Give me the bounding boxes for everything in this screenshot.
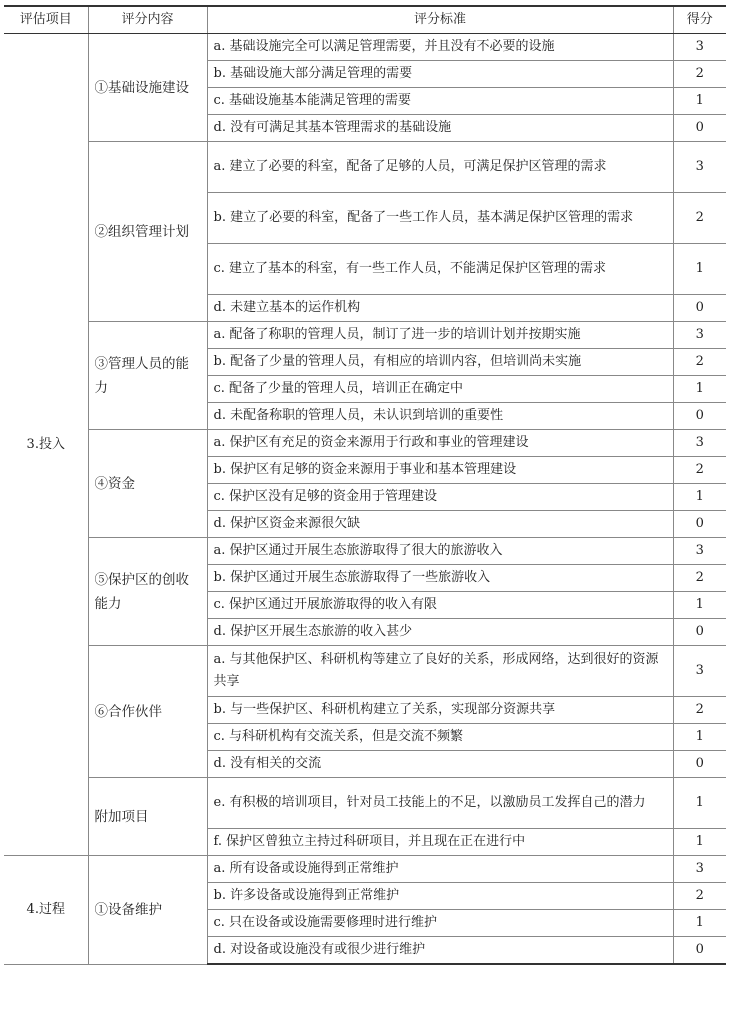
- criterion-text: b. 建立了必要的科室，配备了一些工作人员，基本满足保护区管理的需求: [207, 193, 673, 244]
- header-row: [4, 6, 726, 34]
- score-value: 2: [673, 193, 726, 244]
- score-value: 3: [673, 430, 726, 457]
- score-value: 1: [673, 484, 726, 511]
- criterion-text: e. 有积极的培训项目，针对员工技能上的不足，以激励员工发挥自己的潜力: [207, 778, 673, 829]
- criterion-text: c. 建立了基本的科室，有一些工作人员，不能满足保护区管理的需求: [207, 244, 673, 295]
- criterion-text: b. 基础设施大部分满足管理的需要: [207, 61, 673, 88]
- criterion-text: a. 保护区有充足的资金来源用于行政和事业的管理建设: [207, 430, 673, 457]
- criterion-text: b. 保护区有足够的资金来源用于事业和基本管理建设: [207, 457, 673, 484]
- criterion-text: a. 所有设备或设施得到正常维护: [207, 856, 673, 883]
- score-value: 1: [673, 592, 726, 619]
- score-value: 1: [673, 724, 726, 751]
- score-value: 2: [673, 349, 726, 376]
- table-row: [4, 322, 726, 349]
- criterion-text: d. 未建立基本的运作机构: [207, 295, 673, 322]
- item-label: ④资金: [88, 430, 207, 538]
- scoring-table: [4, 5, 726, 965]
- criterion-text: a. 基础设施完全可以满足管理需要，并且没有不必要的设施: [207, 34, 673, 61]
- header-criteria: 评分标准: [207, 6, 673, 34]
- score-value: 2: [673, 565, 726, 592]
- criterion-text: d. 没有相关的交流: [207, 751, 673, 778]
- criterion-text: a. 配备了称职的管理人员，制订了进一步的培训计划并按期实施: [207, 322, 673, 349]
- table-row: [4, 856, 726, 883]
- criterion-text: d. 没有可满足其基本管理需求的基础设施: [207, 115, 673, 142]
- score-value: 2: [673, 61, 726, 88]
- criterion-text: c. 配备了少量的管理人员，培训正在确定中: [207, 376, 673, 403]
- item-label: ⑤保护区的创收能力: [88, 538, 207, 646]
- score-value: 1: [673, 910, 726, 937]
- score-value: 2: [673, 883, 726, 910]
- score-value: 0: [673, 751, 726, 778]
- criterion-text: c. 保护区通过开展旅游取得的收入有限: [207, 592, 673, 619]
- table-row: [4, 778, 726, 829]
- item-label: ①设备维护: [88, 856, 207, 965]
- score-value: 0: [673, 115, 726, 142]
- score-value: 3: [673, 34, 726, 61]
- criterion-text: c. 与科研机构有交流关系，但是交流不频繁: [207, 724, 673, 751]
- score-value: 1: [673, 244, 726, 295]
- item-label: ③管理人员的能力: [88, 322, 207, 430]
- score-value: 3: [673, 646, 726, 697]
- criterion-text: c. 只在设备或设施需要修理时进行维护: [207, 910, 673, 937]
- score-value: 2: [673, 457, 726, 484]
- criterion-text: d. 保护区资金来源很欠缺: [207, 511, 673, 538]
- item-label: 附加项目: [88, 778, 207, 856]
- score-value: 3: [673, 856, 726, 883]
- score-value: 1: [673, 376, 726, 403]
- score-value: 0: [673, 619, 726, 646]
- criterion-text: a. 保护区通过开展生态旅游取得了很大的旅游收入: [207, 538, 673, 565]
- stage-label: 3.投入: [4, 34, 88, 856]
- table-row: [4, 430, 726, 457]
- score-value: 0: [673, 295, 726, 322]
- criterion-text: c. 基础设施基本能满足管理的需要: [207, 88, 673, 115]
- item-label: ①基础设施建设: [88, 34, 207, 142]
- criterion-text: a. 与其他保护区、科研机构等建立了良好的关系，形成网络，达到很好的资源共享: [207, 646, 673, 697]
- criterion-text: b. 与一些保护区、科研机构建立了关系，实现部分资源共享: [207, 697, 673, 724]
- score-value: 1: [673, 778, 726, 829]
- score-value: 1: [673, 88, 726, 115]
- score-value: 2: [673, 697, 726, 724]
- score-value: 1: [673, 829, 726, 856]
- table-row: [4, 142, 726, 193]
- criterion-text: b. 保护区通过开展生态旅游取得了一些旅游收入: [207, 565, 673, 592]
- criterion-text: b. 配备了少量的管理人员，有相应的培训内容，但培训尚未实施: [207, 349, 673, 376]
- criterion-text: f. 保护区曾独立主持过科研项目，并且现在正在进行中: [207, 829, 673, 856]
- table-row: [4, 538, 726, 565]
- header-stage: 评估项目: [4, 6, 88, 34]
- score-value: 0: [673, 937, 726, 965]
- header-score: 得分: [673, 6, 726, 34]
- criterion-text: d. 对设备或设施没有或很少进行维护: [207, 937, 673, 965]
- criterion-text: d. 保护区开展生态旅游的收入甚少: [207, 619, 673, 646]
- score-value: 3: [673, 142, 726, 193]
- criterion-text: b. 许多设备或设施得到正常维护: [207, 883, 673, 910]
- stage-label: 4.过程: [4, 856, 88, 965]
- score-value: 3: [673, 322, 726, 349]
- table-row: [4, 34, 726, 61]
- criterion-text: a. 建立了必要的科室，配备了足够的人员，可满足保护区管理的需求: [207, 142, 673, 193]
- item-label: ②组织管理计划: [88, 142, 207, 322]
- score-value: 0: [673, 511, 726, 538]
- table-body: [4, 34, 726, 965]
- score-value: 0: [673, 403, 726, 430]
- criterion-text: c. 保护区没有足够的资金用于管理建设: [207, 484, 673, 511]
- table-row: [4, 646, 726, 697]
- header-item: 评分内容: [88, 6, 207, 34]
- criterion-text: d. 未配备称职的管理人员，未认识到培训的重要性: [207, 403, 673, 430]
- score-value: 3: [673, 538, 726, 565]
- item-label: ⑥合作伙伴: [88, 646, 207, 778]
